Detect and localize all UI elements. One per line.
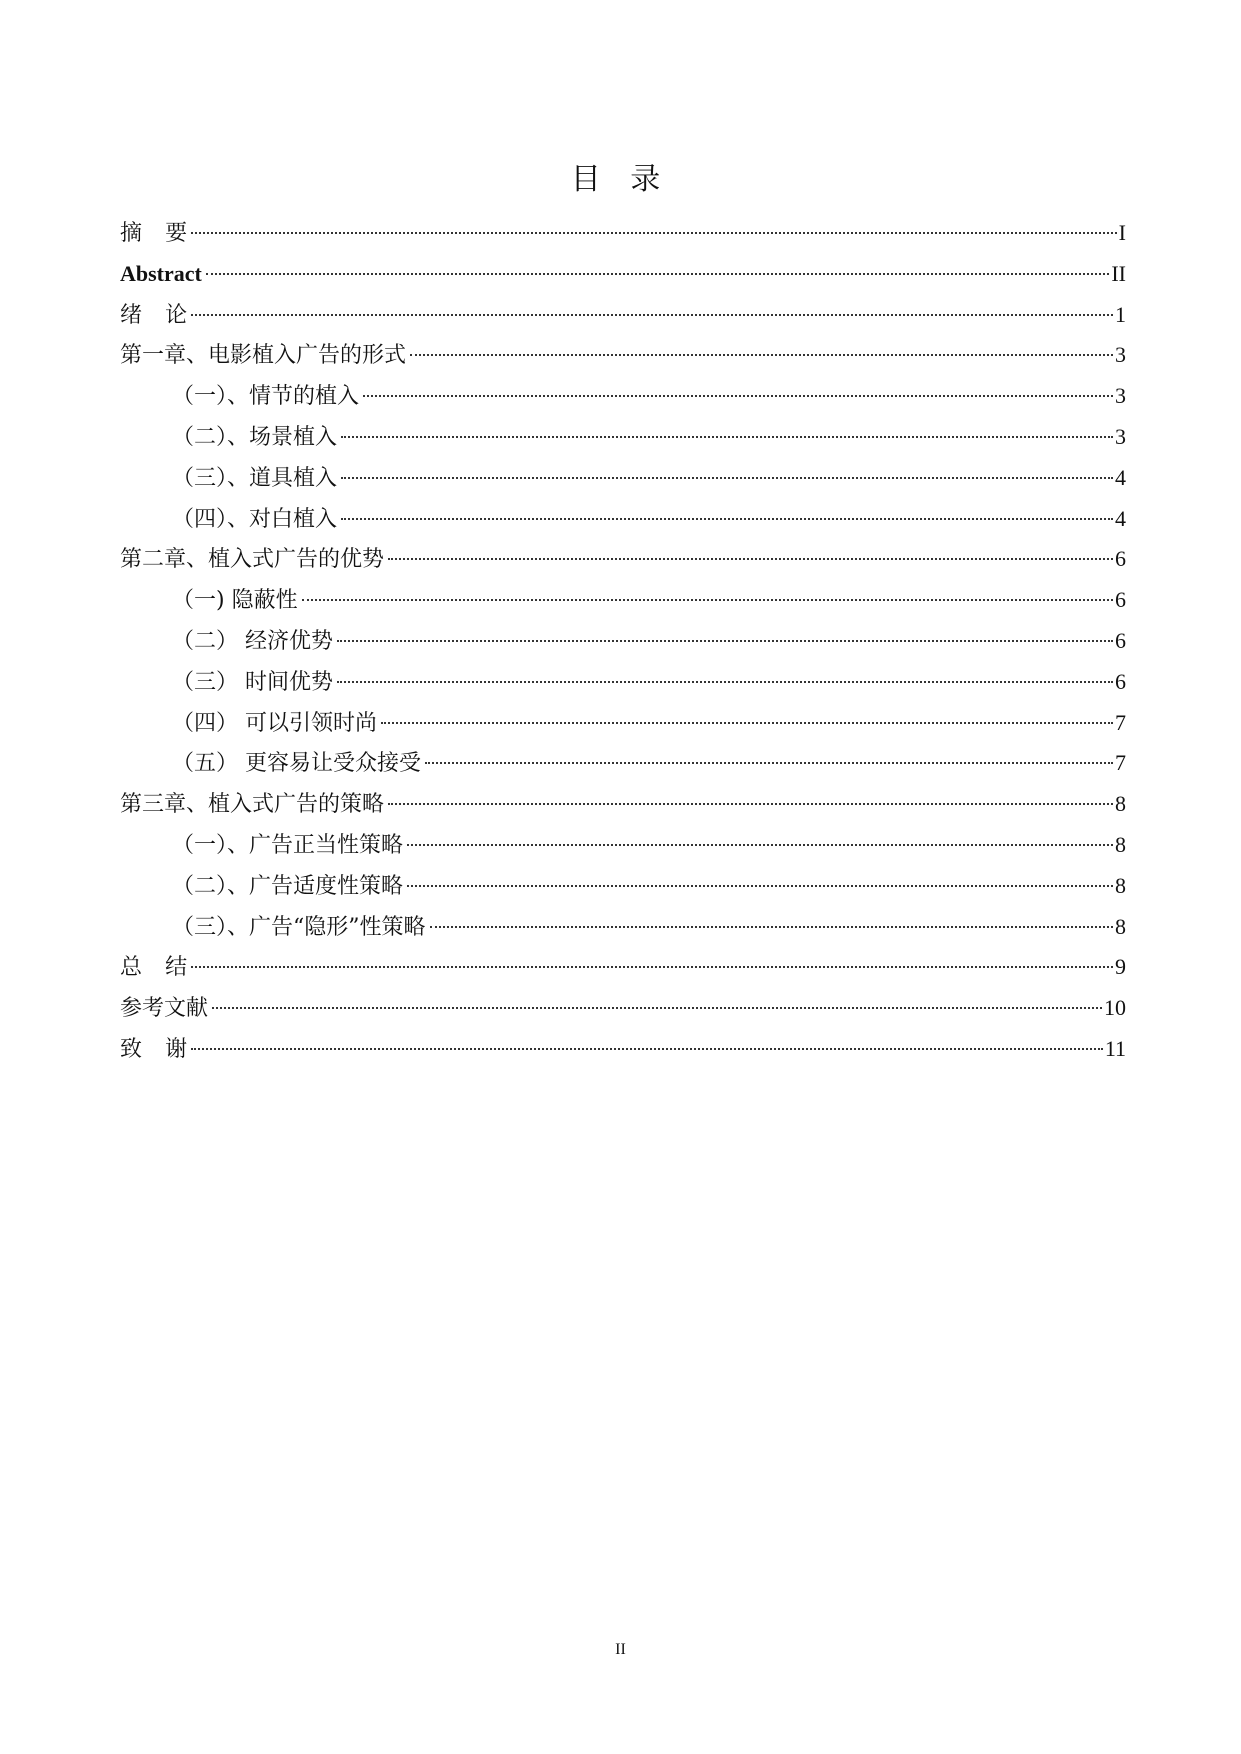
toc-entry-label: （一) 隐蔽性 xyxy=(172,588,298,614)
toc-entry[interactable] xyxy=(120,1029,1126,1070)
toc-entry[interactable] xyxy=(120,213,1126,254)
toc-entry-page-number: 9 xyxy=(1115,954,1126,980)
toc-entry-page-number: 10 xyxy=(1104,995,1126,1021)
toc-entry[interactable] xyxy=(120,866,1126,907)
toc-entry-page-number: 8 xyxy=(1115,791,1126,817)
toc-entry[interactable] xyxy=(120,254,1126,295)
toc-dot-leader xyxy=(410,354,1113,356)
toc-dot-leader xyxy=(337,640,1113,642)
toc-dot-leader xyxy=(302,599,1113,601)
table-of-contents xyxy=(120,213,1126,1070)
toc-dot-leader xyxy=(337,681,1113,683)
toc-entry-page-number: 4 xyxy=(1115,464,1126,490)
toc-entry[interactable] xyxy=(120,825,1126,866)
toc-entry-label: 总结 xyxy=(120,955,211,981)
toc-entry-page-number: 8 xyxy=(1115,831,1126,857)
page-number: II xyxy=(615,1641,626,1658)
toc-entry[interactable] xyxy=(120,580,1126,621)
toc-entry-label: （二） 经济优势 xyxy=(172,628,333,654)
toc-entry-label: （三） 时间优势 xyxy=(172,669,333,695)
toc-dot-leader xyxy=(341,477,1113,479)
toc-entry-page-number: 3 xyxy=(1115,342,1126,368)
toc-dot-leader xyxy=(206,273,1109,275)
toc-entry-label: 参考文献 xyxy=(120,996,209,1022)
toc-entry[interactable] xyxy=(120,539,1126,580)
toc-entry-label: 第二章、植入式广告的优势 xyxy=(120,547,385,573)
toc-entry-page-number: 8 xyxy=(1115,872,1126,898)
toc-entry-page-number: 1 xyxy=(1115,301,1126,327)
toc-entry-page-number: I xyxy=(1118,220,1126,245)
toc-dot-leader xyxy=(388,803,1113,805)
toc-entry[interactable] xyxy=(120,907,1126,948)
toc-entry-page-number: 3 xyxy=(1115,383,1126,409)
toc-entry-page-number: 6 xyxy=(1115,587,1126,613)
toc-entry-page-number: 4 xyxy=(1115,505,1126,531)
toc-entry[interactable] xyxy=(120,335,1126,376)
toc-title: 目 录 xyxy=(570,162,671,197)
toc-entry[interactable] xyxy=(120,499,1126,540)
toc-entry[interactable] xyxy=(120,458,1126,499)
toc-dot-leader xyxy=(430,926,1114,928)
toc-entry-label: 第三章、植入式广告的策略 xyxy=(120,792,385,818)
toc-entry-label: （三）、广告“隐形”性策略 xyxy=(172,914,426,940)
toc-entry-label: （二）、广告适度性策略 xyxy=(172,873,404,899)
toc-entry-page-number: 11 xyxy=(1104,1035,1126,1061)
toc-dot-leader xyxy=(341,518,1113,520)
toc-entry-label: （四）、对白植入 xyxy=(172,506,338,532)
toc-entry[interactable] xyxy=(120,947,1126,988)
toc-entry[interactable] xyxy=(120,784,1126,825)
toc-entry-label: （一）、广告正当性策略 xyxy=(172,832,404,858)
toc-dot-leader xyxy=(381,722,1113,724)
toc-dot-leader xyxy=(407,885,1113,887)
toc-entry-page-number: 3 xyxy=(1115,423,1126,449)
toc-entry-page-number: 6 xyxy=(1115,627,1126,653)
toc-entry[interactable] xyxy=(120,703,1126,744)
toc-dot-leader xyxy=(191,232,1117,234)
toc-entry[interactable] xyxy=(120,621,1126,662)
toc-entry-label: 致谢 xyxy=(120,1036,211,1062)
toc-entry-page-number: 7 xyxy=(1115,750,1126,776)
toc-entry-page-number: 7 xyxy=(1115,709,1126,735)
toc-entry-label: 绪论 xyxy=(120,302,211,328)
toc-entry[interactable] xyxy=(120,376,1126,417)
toc-entry-label: （二）、场景植入 xyxy=(172,424,338,450)
toc-entry-label: Abstract xyxy=(120,260,202,286)
toc-entry[interactable] xyxy=(120,743,1126,784)
toc-entry-page-number: 8 xyxy=(1115,913,1126,939)
toc-dot-leader xyxy=(341,436,1113,438)
toc-entry-page-number: 6 xyxy=(1115,668,1126,694)
toc-entry-label: （三）、道具植入 xyxy=(172,465,338,491)
toc-dot-leader xyxy=(388,558,1113,560)
toc-entry-label: （四） 可以引领时尚 xyxy=(172,710,377,736)
toc-dot-leader xyxy=(407,844,1113,846)
toc-entry[interactable] xyxy=(120,417,1126,458)
toc-entry-label: （五） 更容易让受众接受 xyxy=(172,751,421,777)
toc-dot-leader xyxy=(191,1048,1103,1050)
toc-entry[interactable] xyxy=(120,295,1126,336)
toc-entry-label: 第一章、电影植入广告的形式 xyxy=(120,343,407,369)
toc-dot-leader xyxy=(212,1007,1102,1009)
toc-entry-label: 摘要 xyxy=(120,221,211,246)
toc-entry-page-number: 6 xyxy=(1115,546,1126,572)
toc-entry-label: （一）、情节的植入 xyxy=(172,384,360,410)
toc-dot-leader xyxy=(425,762,1113,764)
toc-entry[interactable] xyxy=(120,662,1126,703)
toc-entry-page-number: II xyxy=(1111,260,1126,286)
toc-entry[interactable] xyxy=(120,988,1126,1029)
toc-dot-leader xyxy=(191,966,1113,968)
toc-dot-leader xyxy=(363,395,1113,397)
toc-dot-leader xyxy=(191,314,1113,316)
